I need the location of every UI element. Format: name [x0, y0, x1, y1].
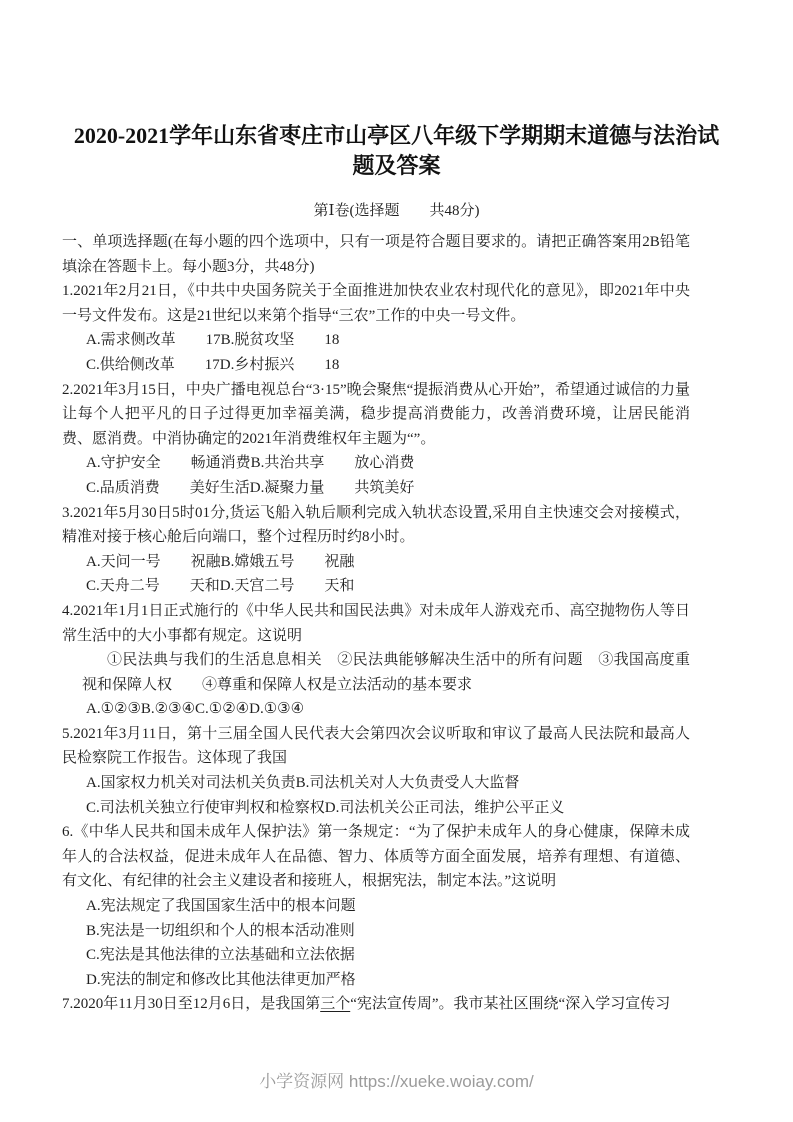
- option-line: A.守护安全 畅通消费B.共治共享 放心消费: [86, 455, 415, 472]
- page-title: 2020-2021学年山东省枣庄市山亭区八年级下学期期末道德与法治试题及答案: [73, 123, 720, 178]
- instructions-paragraph: 一、单项选择题(在每小题的四个选项中，只有一项是符合题目要求的。请把正确答案用2B铅笔填涂在答题卡上。每小题3分，共48分): [62, 234, 690, 275]
- question-stem: [62, 992, 690, 1017]
- question-1: [62, 279, 690, 377]
- question-sub-items: ①民法典与我们的生活息息相关 ②民法典能够解决生活中的所有问题 ③我国高度重视和保障人权 ④尊重和保障人权是立法活动的基本要求: [82, 652, 690, 693]
- question-4: [62, 599, 690, 722]
- document-body: [62, 230, 690, 1017]
- option-line: A.天问一号 祝融B.嫦娥五号 祝融: [86, 553, 355, 570]
- option-line: C.宪法是其他法律的立法基础和立法依据: [86, 947, 355, 964]
- question-stem-text: “宪法宣传周”。我市某社区围绕“深入学习宣传习: [350, 996, 671, 1013]
- question-stem: 3.2021年5月30日5时01分,货运飞船入轨后顺利完成入轨状态设置,采用自主快速交会对接模式，精准对接于核心舱后向端口，整个过程历时约8小时。: [62, 504, 690, 546]
- underlined-blank: 三个: [320, 996, 351, 1013]
- question-stem-text: 7.2020年11月30日至12月6日，是我国第: [62, 996, 321, 1013]
- option-line: A.需求侧改革 17B.脱贫攻坚 18: [86, 332, 340, 349]
- option-line: B.宪法是一切组织和个人的根本活动准则: [86, 922, 355, 939]
- section-header: 第Ⅰ卷(选择题 共48分): [313, 203, 480, 219]
- option-line: D.宪法的制定和修改比其他法律更加严格: [86, 971, 356, 988]
- option-line: A.宪法规定了我国国家生活中的根本问题: [86, 898, 356, 915]
- option-line: A.①②③B.②③④C.①②④D.①③④: [86, 701, 305, 718]
- option-line: C.供给侧改革 17D.乡村振兴 18: [86, 356, 340, 373]
- question-stem: 6.《中华人民共和国未成年人保护法》第一条规定：“为了保护未成年人的身心健康，保障未成年人的合法权益，促进未成年人在品德、智力、体质等方面全面发展，培养有理想、有道德、有文化、有纪律的社会主义建设者和接班人，根据宪法，制定本法。”这说明: [62, 824, 690, 890]
- option-line: C.司法机关独立行使审判权和检察权D.司法机关公正司法，维护公平正义: [86, 799, 565, 816]
- footer-watermark: 小学资源网 https://xueke.woiay.com/: [259, 1072, 534, 1091]
- question-7: [62, 992, 690, 1017]
- question-stem: 2.2021年3月15日，中央广播电视总台“3·15”晚会聚焦“提振消费从心开始”，希望通过诚信的力量让每个人把平凡的日子过得更加幸福美满，稳步提高消费能力，改善消费环境，让居民能消费、愿消费。中消协确定的2021年消费维权年主题为“”。: [62, 381, 690, 447]
- question-3: [62, 501, 690, 599]
- option-line: A.国家权力机关对司法机关负责B.司法机关对人大负责受人大监督: [86, 775, 520, 792]
- question-5: [62, 722, 690, 820]
- question-6: [62, 820, 690, 992]
- option-line: C.品质消费 美好生活D.凝聚力量 共筑美好: [86, 479, 415, 496]
- question-stem: 1.2021年2月21日，《中共中央国务院关于全面推进加快农业农村现代化的意见》，即2021年中央一号文件发布。这是21世纪以来第个指导“三农”工作的中央一号文件。: [62, 283, 690, 324]
- question-stem: 5.2021年3月11日，第十三届全国人民代表大会第四次会议听取和审议了最高人民法院和最高人民检察院工作报告。这体现了我国: [62, 725, 690, 767]
- question-stem: 4.2021年1月1日正式施行的《中华人民共和国民法典》对未成年人游戏充币、高空抛物伤人等日常生活中的大小事都有规定。这说明: [62, 602, 690, 644]
- option-line: C.天舟二号 天和D.天宫二号 天和: [86, 578, 355, 595]
- question-2: [62, 378, 690, 501]
